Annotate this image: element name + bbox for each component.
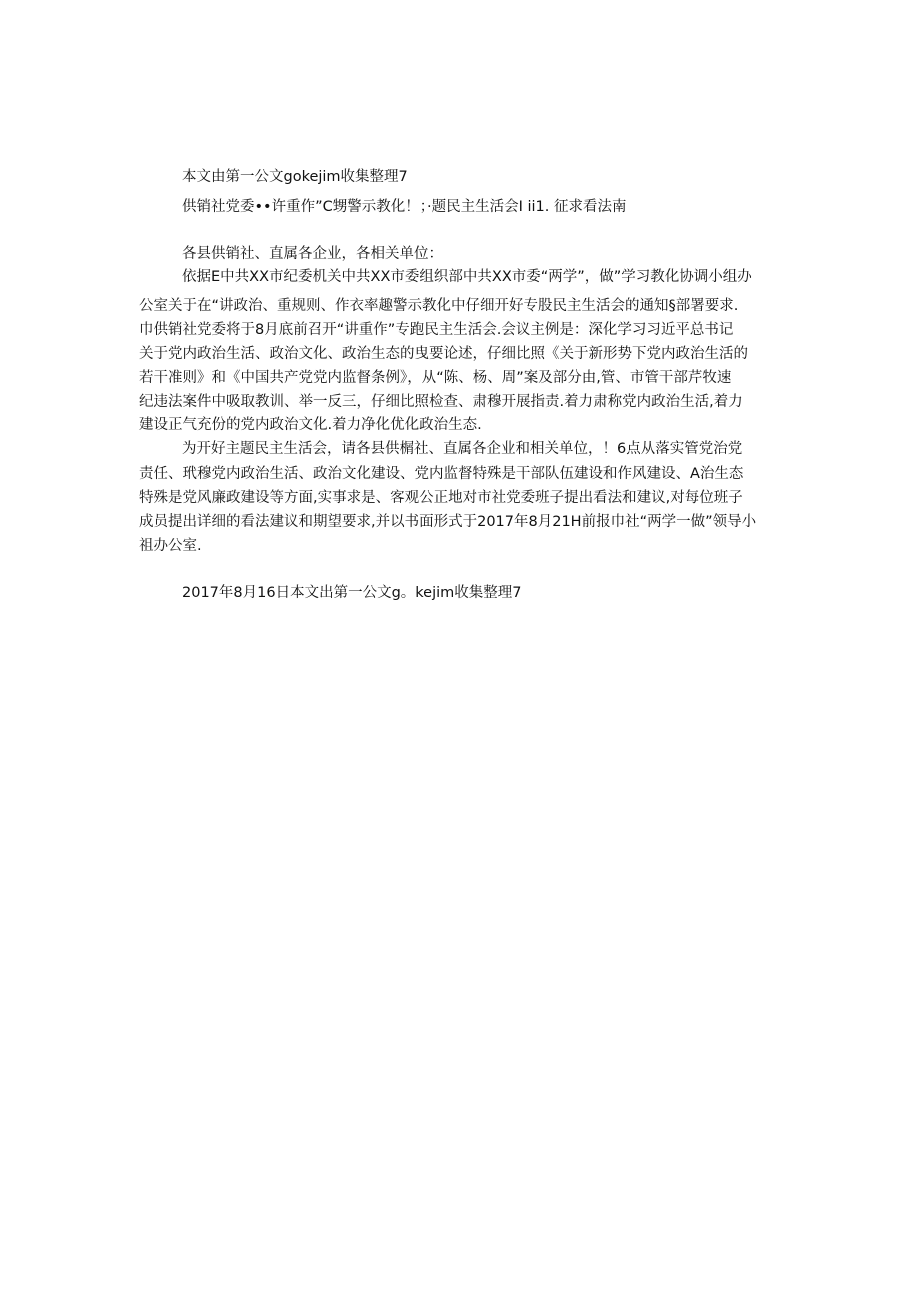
paragraph-1-line: 公室关于在“讲政治、重规则、作衣率趣警示教化中仔细开好专股民主生活会的通知§部署要求.	[139, 298, 739, 314]
paragraph-1-line: 依据E中共XX市纪委机关中共XX市委组织部中共XX市委“两学”，做”学习教化协调小组办	[182, 269, 752, 285]
salutation: 各县供销社、直属各企业，各相关单位：	[182, 246, 443, 262]
document-title: 供销社党委••许重作”C甥警示教化！；·题民主生活会I ii1. 征求看法南	[182, 199, 627, 215]
paragraph-1-line: 纪违法案件中吸取教训、举一反三，仔细比照检查、肃穆开展指责.着力肃称党内政治生活,着力	[139, 394, 743, 410]
paragraph-2-line: 成员提出详细的看法建议和期望要求,并以书面形式于2017年8月21H前报巾社“两学一做”领导小	[139, 514, 757, 530]
paragraph-1-line: 关于党内政治生活、政治文化、政治生态的曳要论述，仔细比照《关于新形势下党内政治生活的	[139, 346, 748, 362]
date-and-source-footer: 2017年8月16日本文出第一公文g。kejim收集整理7	[182, 585, 522, 601]
paragraph-1-line: 巾供销社党委将于8月底前召开“讲重作”专跑民主生活会.会议主例是：深化学习习近平总书记	[139, 322, 734, 338]
paragraph-1-line: 若干准则》和《中国共产党党内监督条例》，从“陈、杨、周”案及部分由,管、市管干部芹牧速	[139, 370, 732, 386]
paragraph-2-line: 为开好主题民主生活会，请各县供榍社、直属各企业和相关单位，！6点从落实管党治党	[182, 441, 743, 457]
paragraph-2-line: 特殊是党风廉政建设等方面,实事求是、客观公正地对市社党委班子提出看法和建议,对每位班子	[139, 490, 743, 506]
paragraph-2-line: 祖办公室.	[139, 538, 202, 554]
paragraph-2-line: 责任、玳穆党内政治生活、政治文化建设、党内监督特殊是干部队伍建设和作风建设、A治生态	[139, 466, 744, 482]
paragraph-1-line: 建设正气充份的党内政治文化.着力净化优化政治生态.	[139, 417, 482, 433]
source-note-top: 本文由第一公文gokejim收集整理7	[182, 169, 408, 185]
